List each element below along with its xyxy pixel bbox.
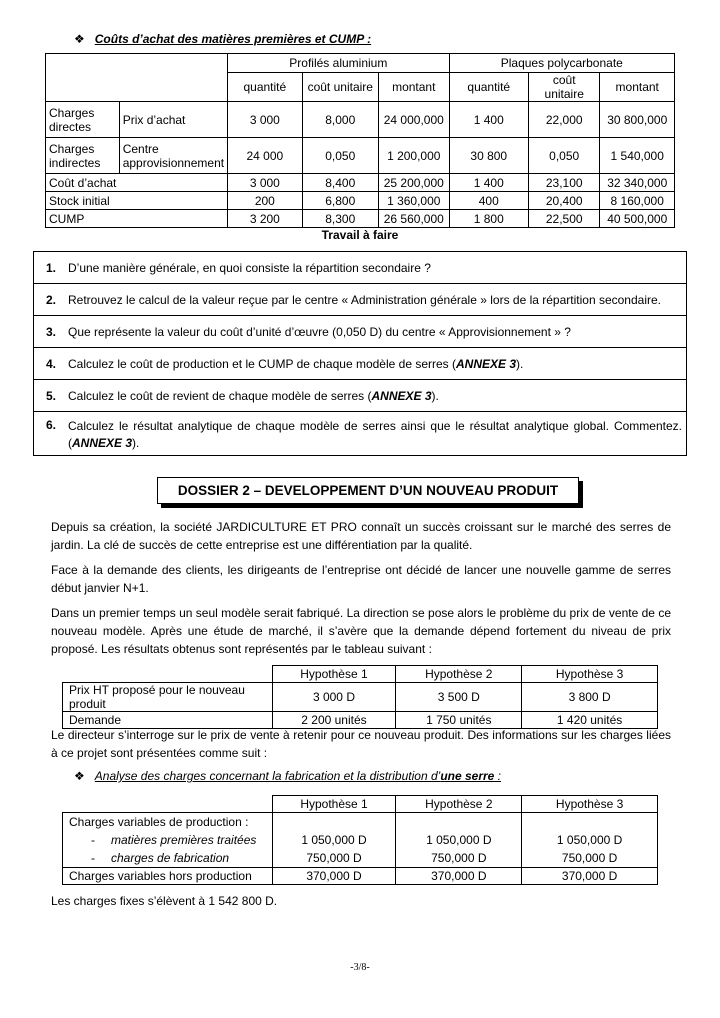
page-number: -3/8-: [350, 962, 370, 973]
paragraph-intro: Depuis sa création, la société JARDICULTURE ET PRO connaît un succès croissant sur le marché des serres de jardin. La clé de succès de cette entreprise est une différentiation par la qualité.: [51, 520, 671, 552]
hypothese-header: Hypothèse 3: [522, 666, 658, 683]
travail-title: Travail à faire: [321, 228, 399, 242]
paragraph-directeur: Le directeur s’interroge sur le prix de vente à retenir pour ce nouveau produit. Des informations sur les charges liées à ce projet sont présentées comme suit :: [51, 728, 671, 760]
couts-table: [45, 53, 675, 228]
table-row: Charges variables hors production 370,000 D 370,000 D 370,000 D: [63, 868, 658, 885]
subheader: coût unitaire: [528, 73, 599, 102]
task-row: 4. Calculez le coût de production et le CUMP de chaque modèle de serres (ANNEXE 3).: [34, 348, 687, 380]
task-row: 3. Que représente la valeur du coût d’unité d’œuvre (0,050 D) du centre « Approvisionnement » ?: [34, 316, 687, 348]
diamond-bullet-icon: ❖: [74, 32, 85, 46]
list-dash: -: [91, 833, 95, 847]
hypothese-header: Hypothèse 2: [396, 796, 522, 813]
table-row: Coût d’achat 3 000 8,400 25 200,000 1 400 23,100 32 340,000: [46, 174, 675, 192]
subheader: quantité: [228, 73, 303, 102]
table-row: Demande 2 200 unités 1 750 unités 1 420 unités: [63, 712, 658, 729]
subheader: coût unitaire: [302, 73, 378, 102]
hypothese-header: Hypothèse 1: [272, 666, 396, 683]
diamond-bullet-icon: ❖: [74, 769, 85, 783]
table-row: Charges indirectes Centre approvisionnement 24 000 0,050 1 200,000 30 800 0,050 1 540,000: [46, 138, 675, 174]
charges-fixes-text: Les charges fixes s’élèvent à 1 542 800 D.: [51, 894, 278, 908]
table-row: Stock initial 200 6,800 1 360,000 400 20,400 8 160,000: [46, 192, 675, 210]
tasks-table: [33, 251, 687, 456]
analyse-title: ❖ Analyse des charges concernant la fabrication et la distribution d’une serre :: [74, 769, 502, 783]
subheader: montant: [600, 73, 675, 102]
dossier-title-box: DOSSIER 2 – DEVELOPPEMENT D’UN NOUVEAU PRODUIT: [157, 477, 579, 504]
paragraph-etude: Dans un premier temps un seul modèle serait fabriqué. La direction se pose alors le problème du prix de vente de ce nouveau modèle. Après une étude de marché, il s’avère que la demande dépend fortement du niveau de prix proposé. Les résultats obtenus sont représentés par le tableau suivant :: [51, 606, 671, 656]
hypotheses-table: [62, 665, 658, 729]
list-dash: -: [91, 851, 95, 865]
group-header: Plaques polycarbonate: [449, 54, 674, 73]
subheader: quantité: [449, 73, 528, 102]
hypothese-header: Hypothèse 1: [272, 796, 396, 813]
hypothese-header: Hypothèse 3: [522, 796, 658, 813]
table-row: CUMP 3 200 8,300 26 560,000 1 800 22,500 40 500,000: [46, 210, 675, 228]
task-row: 6. Calculez le résultat analytique de chaque modèle de serres ainsi que le résultat analytique global. Commentez. (ANNEXE 3).: [34, 412, 687, 456]
table-row: Charges directes Prix d’achat 3 000 8,000 24 000,000 1 400 22,000 30 800,000: [46, 102, 675, 138]
paragraph-demande: Face à la demande des clients, les dirigeants de l’entreprise ont décidé de lancer une nouvelle gamme de serres début janvier N+1.: [51, 563, 671, 595]
subheader: montant: [378, 73, 449, 102]
task-row: 2. Retrouvez le calcul de la valeur reçue par le centre « Administration générale » lors de la répartition secondaire.: [34, 284, 687, 316]
hypothese-header: Hypothèse 2: [396, 666, 522, 683]
section-title-couts: ❖ Coûts d’achat des matières premières et CUMP :: [74, 32, 372, 46]
task-row: 1. D’une manière générale, en quoi consiste la répartition secondaire ?: [34, 252, 687, 284]
table-row: Charges variables de production : - matières premières traitées - charges de fabrication 1 050,000 D 750,000 D 1 050,000 D 750,000 D 1 050,000 D 750,000 D: [63, 813, 658, 868]
task-row: 5. Calculez le coût de revient de chaque modèle de serres (ANNEXE 3).: [34, 380, 687, 412]
charges-table: [62, 795, 658, 885]
table-row: Prix HT proposé pour le nouveau produit 3 000 D 3 500 D 3 800 D: [63, 683, 658, 712]
group-header: Profilés aluminium: [228, 54, 449, 73]
